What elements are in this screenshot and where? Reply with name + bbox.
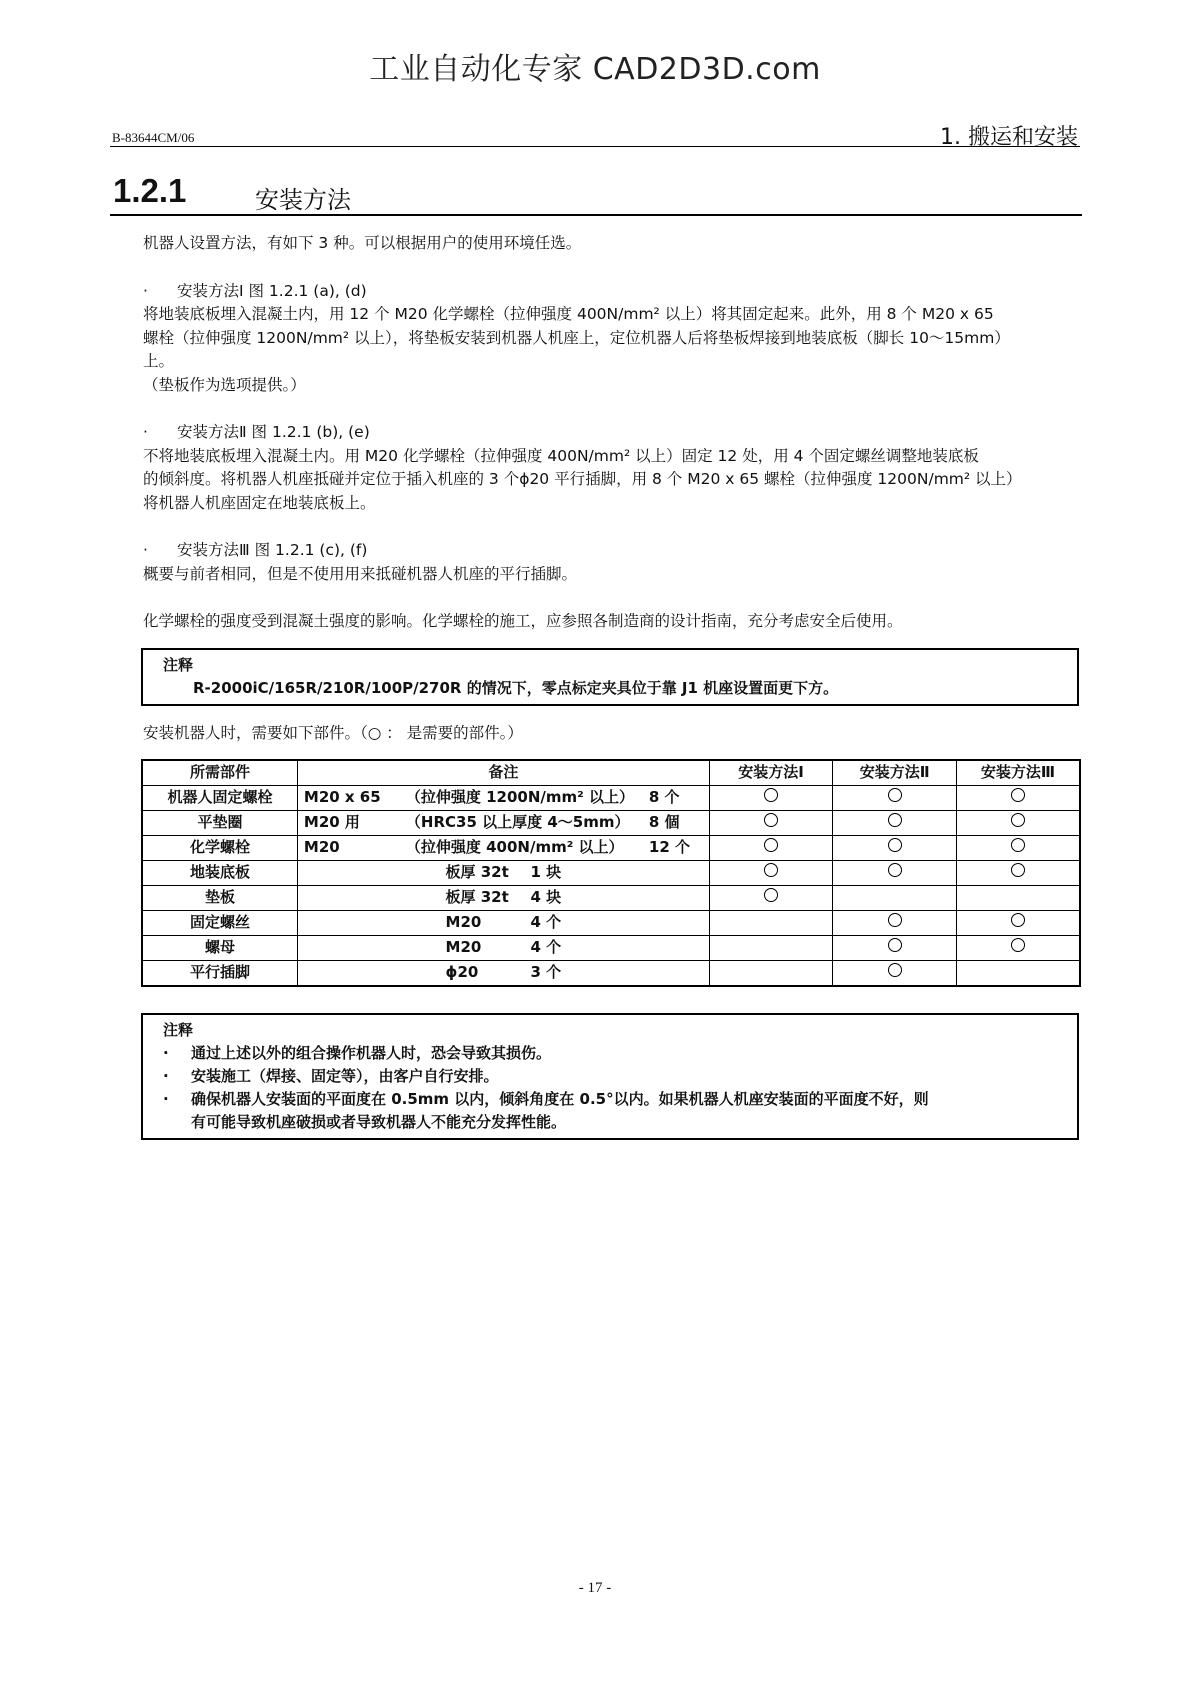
method-2-cell: [833, 936, 957, 961]
remark-cell: [297, 786, 709, 811]
method-2-cell: [833, 911, 957, 936]
col-header: 安装方法Ⅲ: [956, 760, 1080, 786]
remark-r1: M20 用: [303, 813, 360, 832]
required-circle-icon: [888, 863, 902, 877]
remark-qty: 3 个: [530, 963, 562, 982]
method-1-cell: [709, 786, 833, 811]
remark-cell: [297, 886, 709, 911]
remark-spec: M20: [445, 913, 482, 932]
method-line: 不将地装底板埋入混凝土内。用 M20 化学螺栓（拉伸强度 400N/mm² 以上）固定 12 处，用 4 个固定螺丝调整地装底板: [143, 446, 979, 465]
required-circle-icon: [1011, 913, 1025, 927]
note-line: 通过上述以外的组合操作机器人时，恐会导致其损伤。: [191, 1044, 552, 1062]
table-row: [142, 911, 1080, 936]
method-line: 将机器人机座固定在地装底板上。: [143, 493, 376, 512]
remark-r1: M20 x 65: [303, 788, 381, 807]
table-row: [142, 836, 1080, 861]
method-3-cell: [956, 961, 1080, 987]
table-row: [142, 861, 1080, 886]
required-circle-icon: [1011, 938, 1025, 952]
method-3-cell: [956, 936, 1080, 961]
remark-cell: [297, 836, 709, 861]
method-2-cell: [833, 886, 957, 911]
note-line: 有可能导致机座破损或者导致机器人不能充分发挥性能。: [191, 1113, 567, 1131]
bullet: ·: [143, 423, 148, 441]
method-heading: 安装方法Ⅱ 图 1.2.1 (b), (e): [177, 423, 370, 441]
required-circle-icon: [888, 913, 902, 927]
bullet: ·: [163, 1067, 169, 1085]
method-2-cell: [833, 786, 957, 811]
required-circle-icon: [1011, 863, 1025, 877]
table-row: [142, 886, 1080, 911]
remark-r3: 8 個: [648, 813, 680, 832]
required-circle-icon: [764, 813, 778, 827]
remark-qty: 1 块: [530, 863, 562, 882]
method-line: （垫板作为选项提供。）: [143, 375, 306, 394]
table-header-row: [142, 760, 1080, 786]
col-header: 安装方法Ⅱ: [833, 760, 957, 786]
note-title: 注释: [163, 1021, 194, 1039]
remark-cell: [297, 861, 709, 886]
part-name-cell: 化学螺栓: [142, 836, 297, 861]
parts-table: [141, 759, 1081, 987]
note-box-1: [141, 648, 1079, 706]
method-line: 概要与前者相同，但是不使用用来抵碰机器人机座的平行插脚。: [143, 564, 578, 583]
method-3: [143, 539, 1085, 586]
remark-cell: [297, 811, 709, 836]
required-circle-icon: [764, 888, 778, 902]
intro-text: 机器人设置方法，有如下 3 种。可以根据用户的使用环境任选。: [143, 234, 582, 252]
part-name-cell: 平垫圈: [142, 811, 297, 836]
bullet: ·: [163, 1090, 169, 1108]
note-line: 安装施工（焊接、固定等），由客户自行安排。: [191, 1067, 499, 1085]
watermark: 工业自动化专家 CAD2D3D.com: [369, 52, 821, 87]
remark-r2: （拉伸强度 1200N/mm² 以上）: [405, 788, 634, 807]
method-3-cell: [956, 836, 1080, 861]
remark-cell: [297, 911, 709, 936]
part-name-cell: 平行插脚: [142, 961, 297, 987]
method-3-cell: [956, 811, 1080, 836]
remark-spec: ϕ20: [445, 963, 479, 982]
required-circle-icon: [888, 963, 902, 977]
required-circle-icon: [888, 838, 902, 852]
remark-spec: 板厚 32t: [445, 888, 509, 907]
method-line: 将地装底板埋入混凝土内，用 12 个 M20 化学螺栓（拉伸强度 400N/mm² 以上）将其固定起来。此外，用 8 个 M20 x 65: [143, 305, 994, 323]
bullet: ·: [143, 541, 148, 559]
required-circle-icon: [888, 788, 902, 802]
note-item: [163, 1065, 1077, 1088]
method-1-cell: [709, 936, 833, 961]
body-content: [143, 232, 1085, 1140]
method-1: [143, 280, 1085, 398]
remark-r2: （HRC35 以上厚度 4～5mm）: [405, 813, 630, 832]
method-1-cell: [709, 886, 833, 911]
method-2-cell: [833, 961, 957, 987]
chapter-title: 1. 搬运和安装: [940, 125, 1078, 150]
required-circle-icon: [1011, 838, 1025, 852]
method-1-cell: [709, 811, 833, 836]
part-name-cell: 螺母: [142, 936, 297, 961]
parts-intro: 安装机器人时，需要如下部件。（○ ： 是需要的部件。）: [143, 723, 523, 742]
section-number: 1.2.1: [113, 172, 187, 209]
required-circle-icon: [764, 838, 778, 852]
header-rule: [110, 146, 1080, 147]
section-rule: [110, 214, 1082, 216]
required-circle-icon: [888, 938, 902, 952]
remark-spec: 板厚 32t: [445, 863, 509, 882]
note-text: R-2000iC/165R/210R/100P/270R 的情况下，零点标定夹具位于靠 J1 机座设置面更下方。: [193, 678, 839, 697]
method-3-cell: [956, 886, 1080, 911]
remark-qty: 4 个: [530, 913, 562, 932]
method-2-cell: [833, 811, 957, 836]
required-circle-icon: [764, 788, 778, 802]
method-2: [143, 421, 1085, 515]
remark-cell: [297, 961, 709, 987]
note-item: [163, 1088, 1077, 1134]
remark-r2: （拉伸强度 400N/mm² 以上）: [405, 838, 624, 857]
remark-r1: M20: [303, 838, 340, 857]
bullet: ·: [163, 1044, 169, 1062]
chemical-note: 化学螺栓的强度受到混凝土强度的影响。化学螺栓的施工，应参照各制造商的设计指南，充分考虑安全后使用。: [143, 612, 903, 630]
remark-qty: 4 块: [530, 888, 562, 907]
method-2-cell: [833, 836, 957, 861]
method-3-cell: [956, 911, 1080, 936]
remark-qty: 4 个: [530, 938, 562, 957]
part-name-cell: 地装底板: [142, 861, 297, 886]
remark-spec: M20: [445, 938, 482, 957]
part-name-cell: 固定螺丝: [142, 911, 297, 936]
note-title: 注释: [163, 655, 194, 674]
table-row: [142, 786, 1080, 811]
note-line: 确保机器人安装面的平面度在 0.5mm 以内，倾斜角度在 0.5°以内。如果机器人机座安装面的平面度不好，则: [191, 1090, 929, 1108]
part-name-cell: 机器人固定螺栓: [142, 786, 297, 811]
section-title: 安装方法: [255, 186, 351, 214]
method-3-cell: [956, 861, 1080, 886]
method-1-cell: [709, 836, 833, 861]
col-header: 备注: [297, 760, 709, 786]
note-box-2: [141, 1013, 1079, 1140]
required-circle-icon: [888, 813, 902, 827]
method-1-cell: [709, 861, 833, 886]
method-heading: 安装方法Ⅰ 图 1.2.1 (a), (d): [177, 281, 367, 300]
table-row: [142, 936, 1080, 961]
method-1-cell: [709, 961, 833, 987]
table-row: [142, 961, 1080, 987]
required-circle-icon: [1011, 813, 1025, 827]
remark-r3: 12 个: [648, 838, 690, 857]
method-line: 螺栓（拉伸强度 1200N/mm² 以上），将垫板安装到机器人机座上，定位机器人后将垫板焊接到地装底板（脚长 10～15mm）: [143, 328, 1010, 347]
bullet: ·: [143, 281, 148, 300]
method-heading: 安装方法Ⅲ 图 1.2.1 (c), (f): [177, 541, 368, 559]
remark-r3: 8 个: [648, 788, 680, 807]
required-circle-icon: [764, 863, 778, 877]
note-item: [163, 1042, 1077, 1065]
method-1-cell: [709, 911, 833, 936]
method-line: 上。: [143, 352, 175, 370]
page-number: - 17 -: [578, 1580, 612, 1596]
method-2-cell: [833, 861, 957, 886]
table-row: [142, 811, 1080, 836]
col-header: 所需部件: [142, 760, 297, 786]
remark-cell: [297, 936, 709, 961]
method-3-cell: [956, 786, 1080, 811]
part-name-cell: 垫板: [142, 886, 297, 911]
required-circle-icon: [1011, 788, 1025, 802]
method-line: 的倾斜度。将机器人机座抵碰并定位于插入机座的 3 个ϕ20 平行插脚，用 8 个 M20 x 65 螺栓（拉伸强度 1200N/mm² 以上）: [143, 470, 1022, 488]
doc-code: B-83644CM/06: [112, 130, 195, 145]
col-header: 安装方法Ⅰ: [709, 760, 833, 786]
